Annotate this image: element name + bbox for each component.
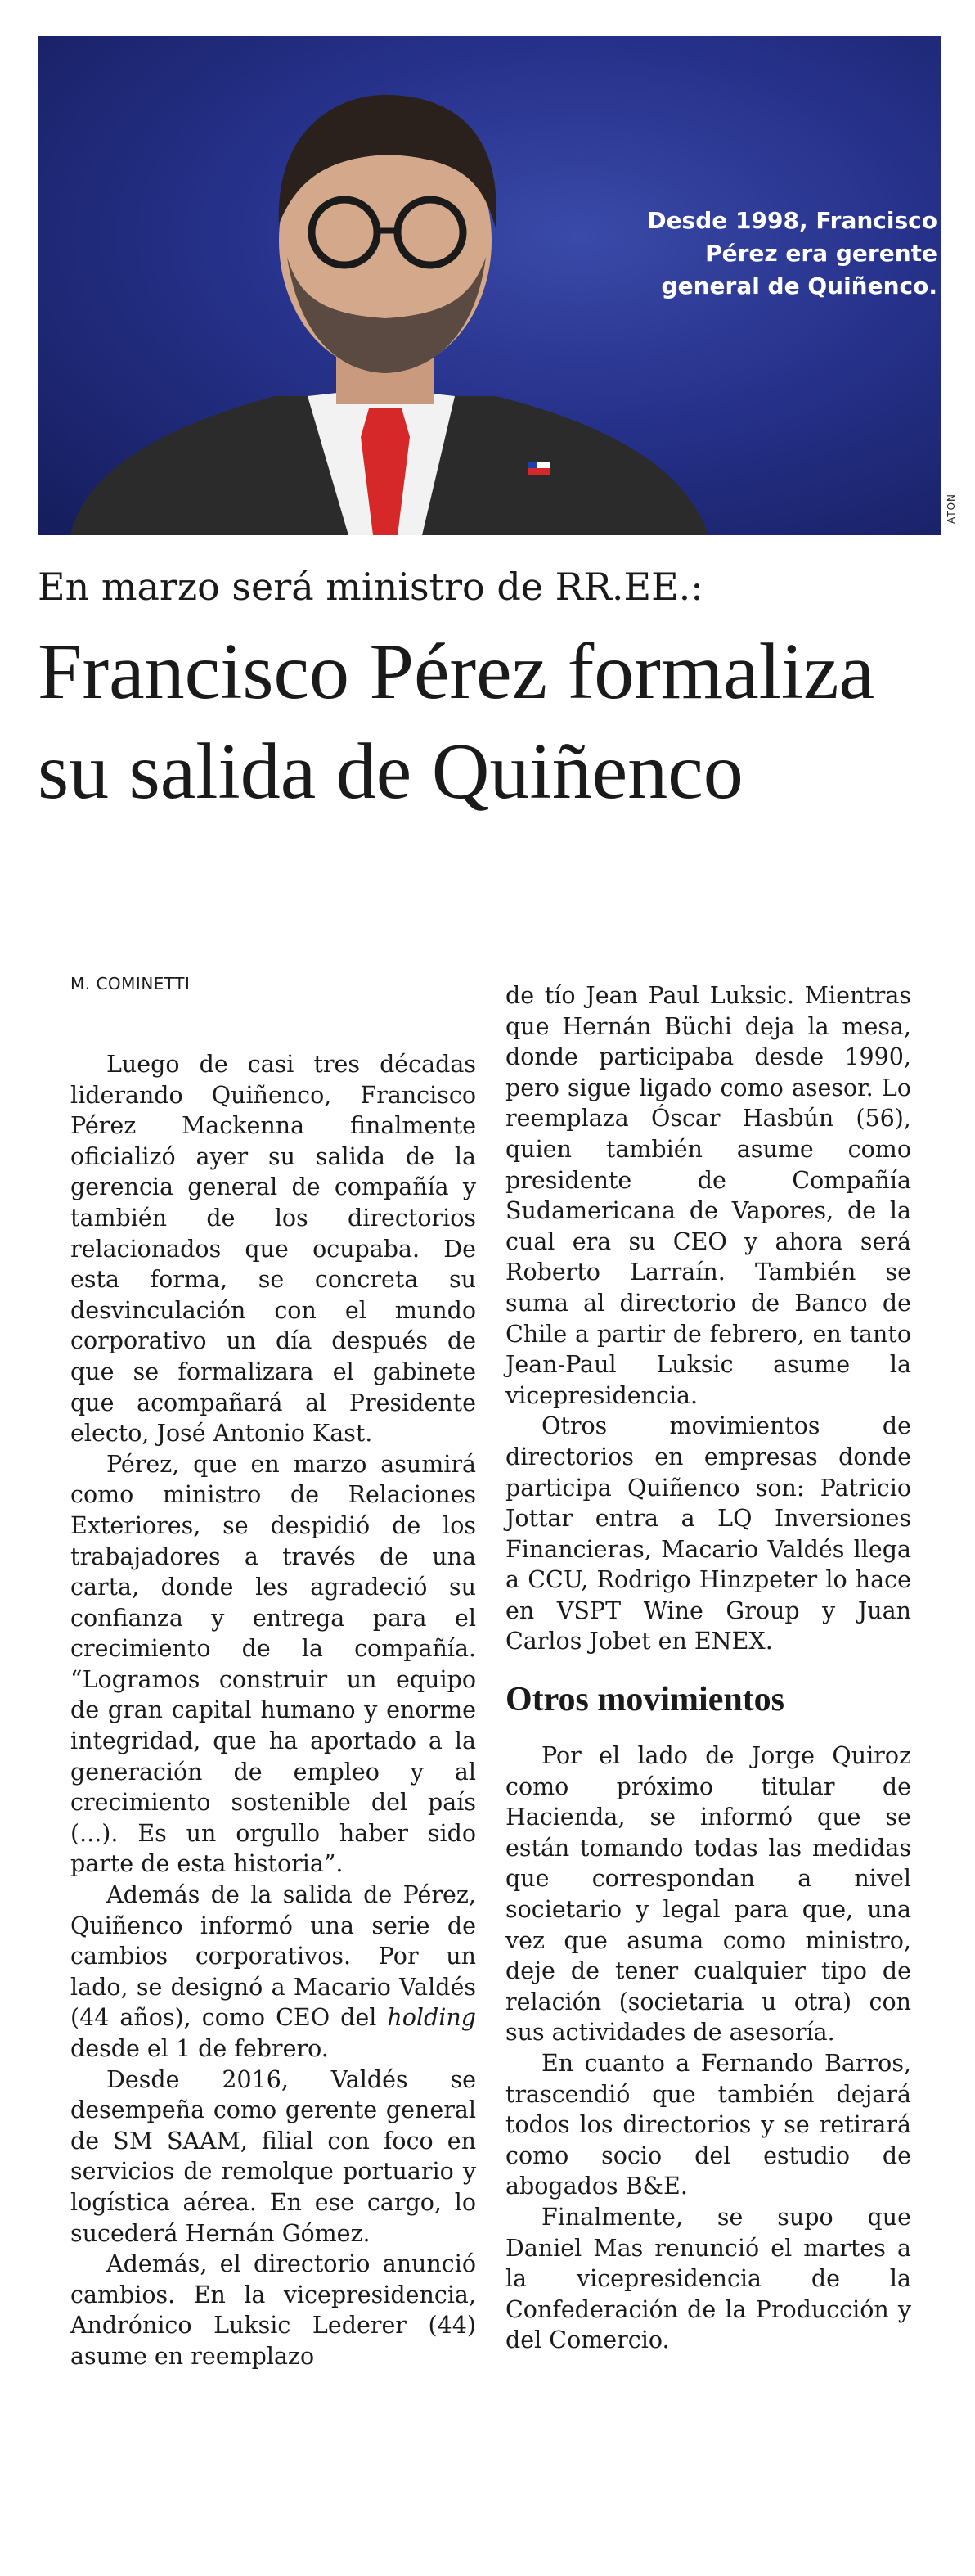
paragraph: En cuanto a Fernando Barros, trascendió que también dejará todos los directorios y se retirará como socio del estudio de abogados B&E. [505,2050,911,2200]
article-column-right [505,980,911,2356]
paragraph: Finalmente, se supo que Daniel Mas renunció el martes a la vicepresidencia de la Confederación de la Producción y del Comercio. [505,2203,911,2354]
article-column-left [70,1049,476,2372]
paragraph: Por el lado de Jorge Quiroz como próximo titular de Hacienda, se informó que se están tomando todas las medidas que correspondan a nivel societario y legal para que, una vez que asuma como ministro, deje de tener cualquier tipo de relación (societaria u otra) con sus actividades de asesoría. [505,1742,911,2047]
photo-caption: Desde 1998, Francisco Pérez era gerente general de Quiñenco. [647,207,937,299]
byline: M. COMINETTI [70,974,191,993]
portrait-photo [38,36,941,535]
paragraph [70,1880,476,2065]
paragraph: Luego de casi tres décadas liderando Quiñenco, Francisco Pérez Mackenna finalmente oficializó ayer su salida de la gerencia general de compañía y también de los directorios relacionados que ocupaba. De esta forma, se concreta su desvinculación con el mundo corporativo un día después de que se formalizara el gabinete que acompañará al Presidente electo, José Antonio Kast. [70,1051,476,1448]
paragraph-text: desde el 1 de febrero. [70,2035,329,2062]
photo-credit: ATON [946,493,957,524]
italic-term: holding [387,2004,476,2032]
headline: Francisco Pérez formaliza su salida de Quiñenco [38,628,875,816]
subheading: Otros movimientos [505,1681,785,1719]
paragraph: Otros movimientos de directorios en empresas donde participa Quiñenco son: Patricio Jottar entra a LQ Inversiones Financieras, Macario Valdés llega a CCU, Rodrigo Hinzpeter lo hace en VSPT Wine Group y Juan Carlos Jobet en ENEX. [505,1412,911,1655]
paragraph: Además, el directorio anunció cambios. En la vicepresidencia, Andrónico Luksic Lederer (44) asume en reemplazo [70,2250,476,2370]
paragraph: Pérez, que en marzo asumirá como ministro de Relaciones Exteriores, se despidió de los trabajadores a través de una carta, donde les agradeció su confianza y entrega para el crecimiento de la compañía. “Logramos construir un equipo de gran capital humano y enorme integridad, que ha aportado a la generación de empleo y al crecimiento sostenible del país (...). Es un orgullo haber sido parte de esta historia”. [70,1450,476,1878]
paragraph-continuation: de tío Jean Paul Luksic. Mientras que Hernán Büchi deja la mesa, donde participaba desde 1990, pero sigue ligado como asesor. Lo reemplaza Óscar Hasbún (56), quien también asume como presidente de Compañía Sudamericana de Vapores, de la cual era su CEO y ahora será Roberto Larraín. También se suma al directorio de Banco de Chile a partir de febrero, en tanto Jean-Paul Luksic asume la vicepresidencia. [505,982,911,1409]
paragraph-text: Además de la salida de Pérez, Quiñenco informó una serie de cambios corporativos. Por un lado, se designó a Macario Valdés (44 años), como CEO del [70,1881,476,2032]
kicker: En marzo será ministro de RR.EE.: [38,565,703,609]
paragraph: Desde 2016, Valdés se desempeña como gerente general de SM SAAM, filial con foco en servicios de remolque portuario y logística aérea. En ese cargo, lo sucederá Hernán Gómez. [70,2065,476,2247]
